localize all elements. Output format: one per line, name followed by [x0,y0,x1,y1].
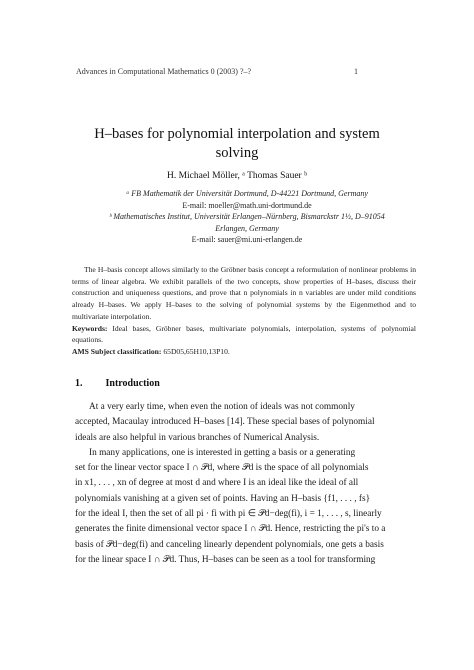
affiliation-b-address: ᵇ Mathematisches Institut, Universität Erlangen–Nürnberg, Bismarckstr 1½, D–91054 [109,212,385,221]
text-line: basis of 𝒫d−deg(fi) and canceling linearly dependent polynomials, one gets a basis [75,539,384,550]
affiliation-a [60,188,434,211]
affiliation-b [60,211,434,246]
title-line-2: solving [215,145,259,161]
paragraph-1 [75,400,414,446]
text-line: for the linear space I ∩ 𝒫d. Thus, H–bases can be seen as a tool for transforming [75,554,376,565]
affiliation-b-email: E-mail: sauer@mi.uni-erlangen.de [191,235,303,244]
text-line: In many applications, one is interested in getting a basis or a generating [89,447,356,458]
text-line: ideals are also helpful in various branches of Numerical Analysis. [75,432,320,443]
text-line: At a very early time, when even the notion of ideals was not commonly [89,402,355,412]
section-heading [75,378,160,389]
section-number: 1. [75,378,83,389]
keywords-text: Ideal bases, Gröbner bases, multivariate polynomials, interpolation, systems of polynomial equations. [72,323,417,345]
title-line-1: H–bases for polynomial interpolation and system [94,126,380,142]
author-list: H. Michael Möller, ᵃ Thomas Sauer ᵇ [166,171,308,181]
abstract [72,264,416,358]
text-line: accepted, Macaulay introduced H–bases [14]. These special bases of polynomial [75,417,375,428]
affiliation-a-address: ᵃ FB Mathematik der Universität Dortmund, D-44221 Dortmund, Germany [126,189,368,198]
paragraph-2 [75,446,414,568]
keywords [72,323,416,346]
body-text [75,400,414,568]
abstract-text: The H–basis concept allows similarly to the Gröbner basis concept a reformulation of nonlinear problems in terms of linear algebra. We exhibit parallels of the two concepts, show properties of H–bases, discuss their construction and uniqueness questions, and prove that n polynomials in n variables are under mild conditions already H–bases. We apply H–bases to the solving of polynomial systems by the Eigenmethod and to multivariate interpolation. [72,265,416,321]
affiliation-b-city: Erlangen, Germany [215,223,279,233]
text-line: polynomials vanishing at a given set of points. Having an H–basis {f1, . . . , fs} [75,493,371,504]
text-line: generates the finite dimensional vector space I ∩ 𝒫d. Hence, restricting the pi's to a [75,524,386,535]
section-title: Introduction [105,378,160,389]
affiliation-a-email: E-mail: moeller@math.uni-dortmund.de [182,200,312,210]
ams-codes: 65D05,65H10,13P10. [163,346,230,356]
text-line: for the ideal I, then the set of all pi · fi with pi ∈ 𝒫d−deg(fi), i = 1, . . . , s, linearly [75,509,382,520]
ams-label: AMS Subject classification: [72,346,162,356]
text-line: set for the linear vector space I ∩ 𝒫d, where 𝒫d is the space of all polynomials [75,463,369,474]
paper-title [0,125,474,163]
running-head [76,67,358,76]
journal-citation: Advances in Computational Mathematics 0 (2003) ?–? [76,67,252,76]
text-line: in x1, . . . , xn of degree at most d and where I is an ideal like the ideal of all [75,478,359,489]
ams-classification [72,346,416,358]
page-number: 1 [354,67,358,76]
keywords-label: Keywords: [72,323,108,333]
